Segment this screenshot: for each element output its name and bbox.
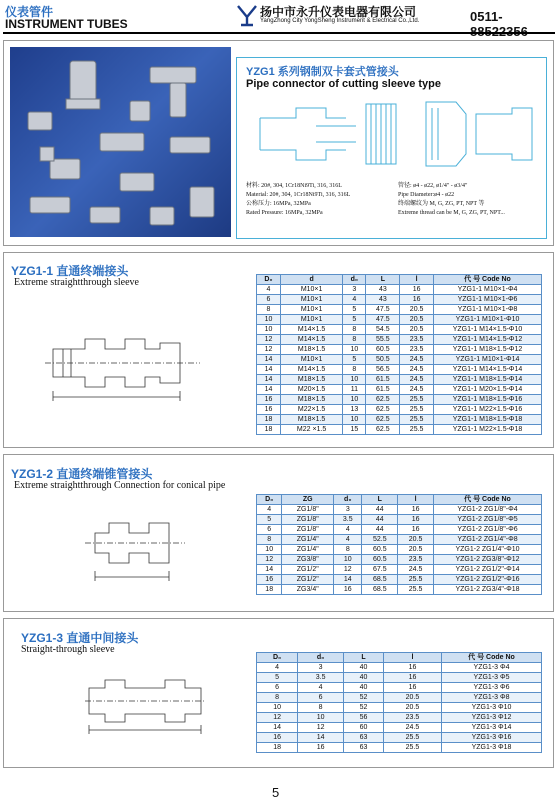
table-cell: YZG1-3 Φ16 xyxy=(442,733,542,743)
table-cell: YZG1-2 ZG1/4"-Φ10 xyxy=(434,545,542,555)
section3-title-cn: YZG1-3 直通中间接头 xyxy=(21,631,139,645)
table-cell: 16 xyxy=(398,525,434,535)
table-cell: YZG1-1 M18×1.5-Φ12 xyxy=(434,345,542,355)
table-cell: 62.5 xyxy=(366,425,400,435)
table-row xyxy=(257,375,542,385)
table-cell: M18×1.5 xyxy=(280,375,342,385)
table-cell: YZG1-3 Φ8 xyxy=(442,693,542,703)
table-cell: YZG1-3 Φ4 xyxy=(442,663,542,673)
section1-title-cn: YZG1-1 直通终端接头 xyxy=(11,264,129,278)
table-cell: 4 xyxy=(257,505,282,515)
table-cell: M18×1.5 xyxy=(280,415,342,425)
table-row xyxy=(257,505,542,515)
table-cell: 12 xyxy=(334,565,362,575)
table-cell: 12 xyxy=(257,335,281,345)
table-cell: 8 xyxy=(298,703,344,713)
table-cell: 61.5 xyxy=(366,385,400,395)
table-cell: 44 xyxy=(362,515,398,525)
spec-diameter-en: Pipe Diameter:ø4 - ø22 xyxy=(398,192,455,198)
table-row xyxy=(257,663,542,673)
col-header: ZG xyxy=(282,495,334,505)
table-cell: YZG1-1 M18×1.5-Φ16 xyxy=(434,395,542,405)
table-cell: M14×1.5 xyxy=(280,365,342,375)
col-header: L xyxy=(344,653,384,663)
table-cell: M18×1.5 xyxy=(280,345,342,355)
table-row xyxy=(257,585,542,595)
table-cell: 24.5 xyxy=(400,365,434,375)
section3-drawing xyxy=(85,668,205,734)
table-cell: 60 xyxy=(344,723,384,733)
table-cell: 24.5 xyxy=(400,355,434,365)
table-cell: 18 xyxy=(257,425,281,435)
spec-material-cn: 材料: 20#, 304, 1Cr18Ni9Ti, 316, 316L xyxy=(246,183,342,189)
header-rule xyxy=(3,32,555,34)
table-row xyxy=(257,425,542,435)
table-row xyxy=(257,355,542,365)
table-row xyxy=(257,295,542,305)
table-cell: 62.5 xyxy=(366,415,400,425)
table-cell: 24.5 xyxy=(400,375,434,385)
table-cell: YZG1-1 M20×1.5-Φ14 xyxy=(434,385,542,395)
table-row xyxy=(257,315,542,325)
section1-drawing xyxy=(45,325,205,405)
col-header: D₀ xyxy=(257,275,281,285)
table-cell: 15 xyxy=(343,425,366,435)
col-header: 代 号 Code No xyxy=(442,653,542,663)
table-cell: 47.5 xyxy=(366,305,400,315)
section3-title-en: Straight-through sleeve xyxy=(21,644,115,655)
table-cell: 55.5 xyxy=(366,335,400,345)
spec-thread-cn: 终端螺纹为 M, G, ZG, PT, NPT 等 xyxy=(398,201,485,207)
table-cell: YZG1-2 ZG1/4"-Φ8 xyxy=(434,535,542,545)
table-cell: 16 xyxy=(383,673,441,683)
table-cell: 50.5 xyxy=(366,355,400,365)
table-cell: 10 xyxy=(257,325,281,335)
table-cell: 20.5 xyxy=(400,315,434,325)
table-cell: M10×1 xyxy=(280,355,342,365)
table-cell: 5 xyxy=(257,673,298,683)
section1-title-en: Extreme straightthrough sleeve xyxy=(14,277,139,288)
section1-table-wrap xyxy=(256,274,542,435)
table-cell: 4 xyxy=(298,683,344,693)
table-cell: YZG1-3 Φ5 xyxy=(442,673,542,683)
table-cell: 40 xyxy=(344,683,384,693)
table-cell: 16 xyxy=(257,405,281,415)
table-cell: 23.5 xyxy=(398,555,434,565)
table-cell: 10 xyxy=(257,315,281,325)
table-cell: 25.5 xyxy=(400,415,434,425)
table-cell: 16 xyxy=(398,505,434,515)
table-cell: 4 xyxy=(257,285,281,295)
table-cell: 14 xyxy=(257,723,298,733)
col-header: d₀ xyxy=(343,275,366,285)
section2-drawing xyxy=(85,505,195,585)
table-cell: YZG1-2 ZG3/4"-Φ18 xyxy=(434,585,542,595)
table-cell: 18 xyxy=(257,415,281,425)
table-cell: 43 xyxy=(366,285,400,295)
intro-title-cn: YZG1 系列钢制双卡套式管接头 xyxy=(246,66,399,78)
table-cell: 14 xyxy=(257,375,281,385)
section1-table xyxy=(256,274,542,435)
table-cell: 56.5 xyxy=(366,365,400,375)
table-cell: 25.5 xyxy=(400,395,434,405)
table-row xyxy=(257,305,542,315)
table-cell: 16 xyxy=(383,663,441,673)
table-cell: 25.5 xyxy=(400,405,434,415)
table-cell: M22 ×1.5 xyxy=(280,425,342,435)
table-cell: 60.5 xyxy=(366,345,400,355)
table-cell: 5 xyxy=(257,515,282,525)
table-cell: 62.5 xyxy=(366,395,400,405)
table-cell: YZG1-1 M14×1.5-Φ10 xyxy=(434,325,542,335)
section3-table xyxy=(256,652,542,753)
brand-name-en: YangZhong City YongSheng Instrument & Electrical Co.,Ltd. xyxy=(260,18,420,24)
table-row xyxy=(257,693,542,703)
col-header: l xyxy=(398,495,434,505)
table-cell: 14 xyxy=(257,355,281,365)
table-cell: ZG3/8" xyxy=(282,555,334,565)
table-cell: 12 xyxy=(257,713,298,723)
table-cell: YZG1-1 M22×1.5-Φ18 xyxy=(434,425,542,435)
table-row xyxy=(257,325,542,335)
table-cell: 8 xyxy=(343,335,366,345)
table-cell: 56 xyxy=(344,713,384,723)
table-cell: 14 xyxy=(298,733,344,743)
table-cell: 6 xyxy=(257,525,282,535)
table-cell: 40 xyxy=(344,663,384,673)
table-cell: 14 xyxy=(334,575,362,585)
table-cell: ZG1/4" xyxy=(282,535,334,545)
col-header: 代 号 Code No xyxy=(434,495,542,505)
table-cell: YZG1-1 M14×1.5-Φ14 xyxy=(434,365,542,375)
brand-name-cn: 扬中市永升仪表电器有限公司 xyxy=(260,5,417,19)
table-cell: 16 xyxy=(257,733,298,743)
table-cell: 24.5 xyxy=(383,723,441,733)
table-row xyxy=(257,723,542,733)
table-cell: 40 xyxy=(344,673,384,683)
section3-table-wrap xyxy=(256,652,542,753)
col-header: 代 号 Code No xyxy=(434,275,542,285)
table-cell: 16 xyxy=(398,515,434,525)
table-cell: 12 xyxy=(298,723,344,733)
table-cell: 6 xyxy=(257,295,281,305)
col-header: d₀ xyxy=(334,495,362,505)
table-cell: YZG1-3 Φ14 xyxy=(442,723,542,733)
table-cell: ZG1/8" xyxy=(282,525,334,535)
table-cell: 4 xyxy=(334,525,362,535)
table-cell: 8 xyxy=(257,305,281,315)
col-header: L xyxy=(366,275,400,285)
table-header-row xyxy=(257,495,542,505)
table-row xyxy=(257,673,542,683)
intro-title-en: Pipe connector of cutting sleeve type xyxy=(246,78,441,90)
table-cell: M20×1.5 xyxy=(280,385,342,395)
table-cell: 68.5 xyxy=(362,575,398,585)
table-cell: 52 xyxy=(344,703,384,713)
table-cell: 25.5 xyxy=(383,743,441,753)
table-cell: YZG1-2 ZG1/8"-Φ4 xyxy=(434,505,542,515)
table-cell: 12 xyxy=(257,555,282,565)
col-header: l xyxy=(400,275,434,285)
table-cell: 23.5 xyxy=(383,713,441,723)
product-photo xyxy=(10,47,231,237)
table-cell: 8 xyxy=(257,693,298,703)
section2-table xyxy=(256,494,542,595)
table-cell: M18×1.5 xyxy=(280,395,342,405)
table-cell: 14 xyxy=(257,365,281,375)
table-cell: 10 xyxy=(343,395,366,405)
col-header: D₀ xyxy=(257,653,298,663)
table-cell: ZG1/8" xyxy=(282,505,334,515)
table-cell: YZG1-1 M18×1.5-Φ14 xyxy=(434,375,542,385)
table-cell: YZG1-1 M18×1.5-Φ18 xyxy=(434,415,542,425)
table-cell: 10 xyxy=(334,555,362,565)
table-cell: 3.5 xyxy=(334,515,362,525)
table-cell: 10 xyxy=(257,545,282,555)
table-row xyxy=(257,395,542,405)
table-cell: ZG1/2" xyxy=(282,575,334,585)
table-row xyxy=(257,415,542,425)
table-cell: 47.5 xyxy=(366,315,400,325)
intro-specs-right xyxy=(398,182,505,218)
section2-title-en: Extreme straightthrough Connection for conical pipe xyxy=(14,480,226,491)
table-cell: ZG1/4" xyxy=(282,545,334,555)
phone-number: 0511- xyxy=(470,9,503,24)
table-cell: 8 xyxy=(343,325,366,335)
table-cell: ZG1/8" xyxy=(282,515,334,525)
table-cell: 25.5 xyxy=(398,575,434,585)
table-cell: YZG1-2 ZG1/2"-Φ16 xyxy=(434,575,542,585)
table-cell: 12 xyxy=(257,345,281,355)
table-cell: 10 xyxy=(343,375,366,385)
table-cell: YZG1-1 M10×1-Φ14 xyxy=(434,355,542,365)
table-cell: 16 xyxy=(257,395,281,405)
col-header: d xyxy=(280,275,342,285)
spec-pressure-en: Rated Pressure: 16MPa, 32MPa xyxy=(246,210,323,216)
table-cell: 24.5 xyxy=(398,565,434,575)
page-number: 5 xyxy=(272,785,280,800)
table-cell: YZG1-2 ZG1/8"-Φ6 xyxy=(434,525,542,535)
table-cell: 20.5 xyxy=(400,325,434,335)
table-cell: 10 xyxy=(343,415,366,425)
table-row xyxy=(257,575,542,585)
table-cell: 16 xyxy=(298,743,344,753)
table-cell: 16 xyxy=(257,575,282,585)
spec-material-en: Material: 20#, 304, 1Cr18Ni9Ti, 316, 316L xyxy=(246,192,351,198)
table-cell: 25.5 xyxy=(398,585,434,595)
table-row xyxy=(257,345,542,355)
table-cell: 16 xyxy=(383,683,441,693)
table-row xyxy=(257,525,542,535)
table-row xyxy=(257,405,542,415)
col-header: l xyxy=(383,653,441,663)
table-cell: YZG1-3 Φ18 xyxy=(442,743,542,753)
table-cell: 43 xyxy=(366,295,400,305)
table-cell: 16 xyxy=(400,285,434,295)
table-cell: 24.5 xyxy=(400,385,434,395)
table-cell: 14 xyxy=(257,385,281,395)
table-cell: 3 xyxy=(343,285,366,295)
table-cell: YZG1-3 Φ6 xyxy=(442,683,542,693)
table-cell: 18 xyxy=(257,743,298,753)
table-cell: 16 xyxy=(334,585,362,595)
table-cell: 68.5 xyxy=(362,585,398,595)
table-cell: YZG1-1 M10×1-Φ10 xyxy=(434,315,542,325)
table-cell: YZG1-3 Φ12 xyxy=(442,713,542,723)
table-cell: 23.5 xyxy=(400,345,434,355)
table-row xyxy=(257,285,542,295)
section2-table-wrap xyxy=(256,494,542,595)
table-row xyxy=(257,565,542,575)
table-cell: YZG1-1 M14×1.5-Φ12 xyxy=(434,335,542,345)
table-cell: 6 xyxy=(257,683,298,693)
table-cell: M14×1.5 xyxy=(280,335,342,345)
table-cell: 60.5 xyxy=(362,545,398,555)
table-cell: YZG1-1 M22×1.5-Φ16 xyxy=(434,405,542,415)
table-cell: 20.5 xyxy=(398,545,434,555)
table-row xyxy=(257,683,542,693)
table-cell: 8 xyxy=(334,545,362,555)
table-cell: M10×1 xyxy=(280,315,342,325)
table-cell: 3.5 xyxy=(298,673,344,683)
table-cell: 25.5 xyxy=(400,425,434,435)
company-logo xyxy=(236,3,258,27)
table-cell: M10×1 xyxy=(280,305,342,315)
cutaway-drawing xyxy=(256,96,536,172)
table-cell: 20.5 xyxy=(383,703,441,713)
table-cell: 44 xyxy=(362,505,398,515)
table-cell: M14×1.5 xyxy=(280,325,342,335)
table-cell: 10 xyxy=(343,345,366,355)
table-header-row xyxy=(257,653,542,663)
header-title-cn: 仪表管件 xyxy=(5,5,54,19)
table-cell: 13 xyxy=(343,405,366,415)
table-cell: 52.5 xyxy=(362,535,398,545)
spec-thread-en: Extreme thread can be M, G, ZG, PT, NPT... xyxy=(398,210,505,216)
table-cell: 8 xyxy=(257,535,282,545)
table-cell: 63 xyxy=(344,743,384,753)
table-cell: 10 xyxy=(298,713,344,723)
table-cell: 11 xyxy=(343,385,366,395)
table-cell: 20.5 xyxy=(400,305,434,315)
table-row xyxy=(257,535,542,545)
table-cell: 4 xyxy=(334,535,362,545)
table-cell: 54.5 xyxy=(366,325,400,335)
table-cell: 61.5 xyxy=(366,375,400,385)
table-cell: YZG1-2 ZG1/2"-Φ14 xyxy=(434,565,542,575)
table-row xyxy=(257,555,542,565)
section2-title-cn: YZG1-2 直通终端锥管接头 xyxy=(11,467,153,481)
table-cell: 23.5 xyxy=(400,335,434,345)
col-header: D₀ xyxy=(257,495,282,505)
table-cell: 44 xyxy=(362,525,398,535)
table-cell: 16 xyxy=(400,295,434,305)
table-row xyxy=(257,515,542,525)
table-row xyxy=(257,335,542,345)
table-cell: YZG1-3 Φ10 xyxy=(442,703,542,713)
spec-diameter-cn: 管径: ø4 - ø22, ø1/4" - ø3/4" xyxy=(398,183,468,189)
col-header: L xyxy=(362,495,398,505)
table-cell: 52 xyxy=(344,693,384,703)
table-cell: 5 xyxy=(343,315,366,325)
header-title-en: INSTRUMENT TUBES xyxy=(5,17,128,31)
table-cell: 62.5 xyxy=(366,405,400,415)
table-row xyxy=(257,713,542,723)
table-cell: 10 xyxy=(257,703,298,713)
table-cell: 18 xyxy=(257,585,282,595)
table-cell: 14 xyxy=(257,565,282,575)
table-cell: 4 xyxy=(257,663,298,673)
table-cell: 67.5 xyxy=(362,565,398,575)
table-cell: YZG1-1 M10×1-Φ8 xyxy=(434,305,542,315)
table-cell: 6 xyxy=(298,693,344,703)
table-header-row xyxy=(257,275,542,285)
table-cell: 25.5 xyxy=(383,733,441,743)
table-cell: YZG1-2 ZG3/8"-Φ12 xyxy=(434,555,542,565)
table-cell: 5 xyxy=(343,305,366,315)
table-cell: 63 xyxy=(344,733,384,743)
spec-pressure-cn: 公称压力: 16MPa, 32MPa xyxy=(246,201,311,207)
table-row xyxy=(257,703,542,713)
col-header: d₀ xyxy=(298,653,344,663)
table-cell: ZG1/2" xyxy=(282,565,334,575)
table-row xyxy=(257,545,542,555)
table-cell: 20.5 xyxy=(383,693,441,703)
table-cell: 8 xyxy=(343,365,366,375)
intro-specs-left xyxy=(246,182,350,218)
table-cell: 3 xyxy=(298,663,344,673)
table-row xyxy=(257,733,542,743)
table-cell: 60.5 xyxy=(362,555,398,565)
table-cell: 4 xyxy=(343,295,366,305)
table-cell: M10×1 xyxy=(280,295,342,305)
table-cell: YZG1-1 M10×1-Φ6 xyxy=(434,295,542,305)
table-cell: YZG1-1 M10×1-Φ4 xyxy=(434,285,542,295)
table-row xyxy=(257,743,542,753)
table-cell: YZG1-2 ZG1/8"-Φ5 xyxy=(434,515,542,525)
table-cell: M22×1.5 xyxy=(280,405,342,415)
table-cell: M10×1 xyxy=(280,285,342,295)
table-cell: 5 xyxy=(343,355,366,365)
table-cell: 3 xyxy=(334,505,362,515)
table-cell: 20.5 xyxy=(398,535,434,545)
table-row xyxy=(257,365,542,375)
table-cell: ZG3/4" xyxy=(282,585,334,595)
table-row xyxy=(257,385,542,395)
